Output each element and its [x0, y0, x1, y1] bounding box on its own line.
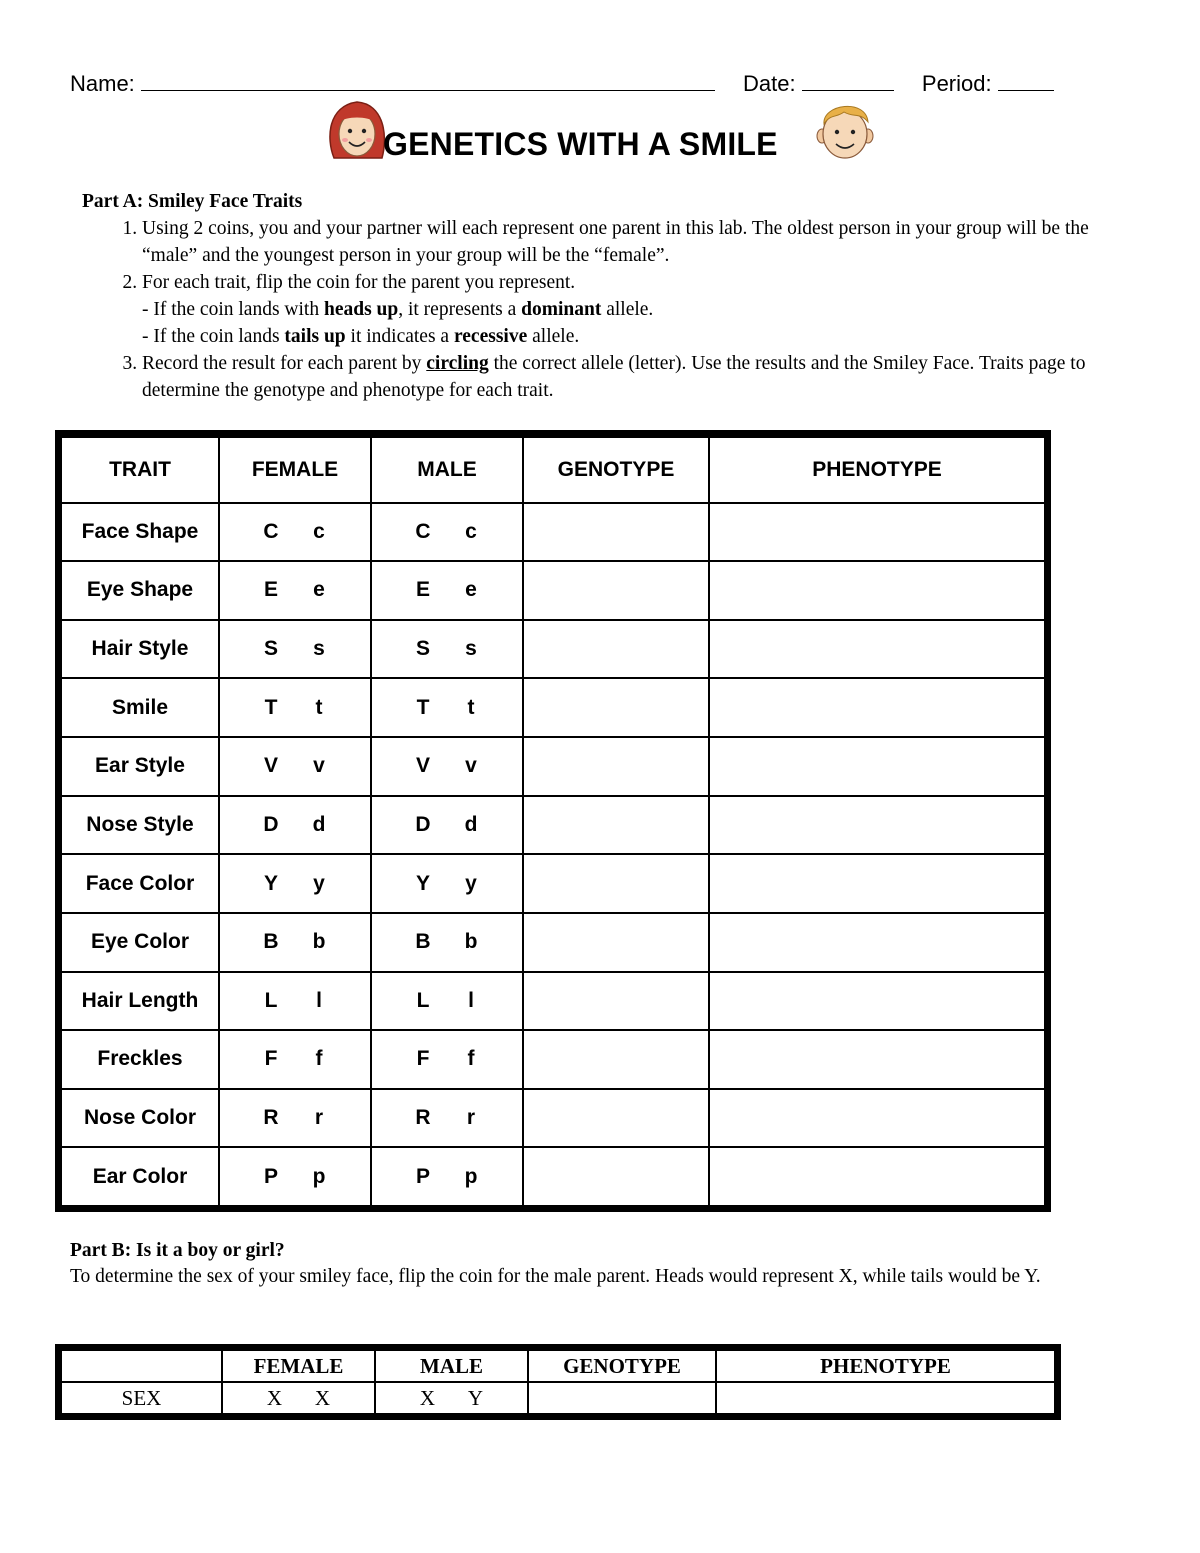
- table-row: [61, 1147, 1045, 1206]
- step-1: 1. Using 2 coins, you and your partner will each represent one parent in this lab. The oldest person in your group will be the “male” and the youngest person in your group will be the “female”.: [142, 215, 1142, 269]
- genotype-cell[interactable]: [523, 620, 709, 679]
- sex-table-frame: [55, 1344, 1061, 1420]
- sex-col-female: FEMALE: [222, 1350, 375, 1382]
- allele[interactable]: T: [416, 695, 430, 719]
- allele[interactable]: r: [466, 1106, 476, 1130]
- allele[interactable]: B: [263, 930, 279, 954]
- sex-row: [61, 1382, 1055, 1414]
- allele[interactable]: p: [464, 1164, 478, 1188]
- col-phenotype: PHENOTYPE: [709, 437, 1045, 503]
- allele[interactable]: v: [465, 754, 477, 778]
- boy-face-icon: [814, 96, 876, 162]
- genotype-cell[interactable]: [523, 737, 709, 796]
- part-a-section: [82, 188, 1142, 404]
- traits-table-frame: [55, 430, 1051, 1212]
- genotype-cell[interactable]: [523, 796, 709, 855]
- sex-col-blank: [61, 1350, 222, 1382]
- trait-name: Face Color: [61, 854, 219, 913]
- female-alleles: [219, 620, 371, 679]
- genotype-cell[interactable]: [523, 561, 709, 620]
- allele[interactable]: T: [264, 695, 278, 719]
- sex-female-alleles: [222, 1382, 375, 1414]
- genotype-cell[interactable]: [523, 913, 709, 972]
- trait-name: Ear Color: [61, 1147, 219, 1206]
- allele[interactable]: d: [312, 812, 326, 836]
- girl-face-icon: [326, 98, 388, 164]
- table-row: [61, 737, 1045, 796]
- part-b-text: To determine the sex of your smiley face, flip the coin for the male parent. Heads would represent X, while tails would be Y.: [70, 1266, 1041, 1287]
- allele[interactable]: V: [415, 754, 430, 778]
- allele[interactable]: d: [464, 812, 478, 836]
- allele[interactable]: e: [465, 578, 477, 602]
- col-male: MALE: [371, 437, 523, 503]
- step-2-heads: - If the coin lands with heads up, it represents a dominant allele.: [142, 299, 654, 320]
- step-3: 3. Record the result for each parent by circling the correct allele (letter). Use the results and the Smiley Face. Traits page to determine the genotype and phenotype for each trait.: [142, 350, 1142, 404]
- male-alleles: [371, 503, 523, 562]
- trait-name: Hair Length: [61, 972, 219, 1031]
- male-alleles: [371, 561, 523, 620]
- allele[interactable]: Y: [415, 871, 430, 895]
- male-alleles: [371, 1147, 523, 1206]
- female-alleles: [219, 678, 371, 737]
- trait-name: Nose Color: [61, 1089, 219, 1148]
- allele[interactable]: Y: [467, 1385, 484, 1410]
- table-row: [61, 1089, 1045, 1148]
- allele[interactable]: E: [415, 578, 430, 602]
- sex-phenotype-cell[interactable]: [716, 1382, 1055, 1414]
- table-row: [61, 972, 1045, 1031]
- trait-name: Ear Style: [61, 737, 219, 796]
- phenotype-cell[interactable]: [709, 503, 1045, 562]
- period-field[interactable]: [998, 70, 1054, 91]
- trait-name: Nose Style: [61, 796, 219, 855]
- allele[interactable]: L: [264, 988, 278, 1012]
- female-alleles: [219, 1030, 371, 1089]
- allele[interactable]: l: [316, 988, 322, 1012]
- header-line: [70, 70, 1070, 97]
- table-row: [61, 1030, 1045, 1089]
- allele[interactable]: r: [314, 1106, 324, 1130]
- female-alleles: [219, 1147, 371, 1206]
- allele[interactable]: f: [467, 1047, 475, 1071]
- allele[interactable]: E: [263, 578, 278, 602]
- female-alleles: [219, 796, 371, 855]
- allele[interactable]: P: [415, 1164, 430, 1188]
- page-title: GENETICS WITH A SMILE: [383, 126, 778, 162]
- allele[interactable]: X: [266, 1385, 283, 1410]
- allele[interactable]: t: [467, 695, 475, 719]
- female-alleles: [219, 913, 371, 972]
- genotype-cell[interactable]: [523, 854, 709, 913]
- phenotype-cell[interactable]: [709, 1089, 1045, 1148]
- sex-col-phenotype: PHENOTYPE: [716, 1350, 1055, 1382]
- part-a-heading: Part A: Smiley Face Traits: [82, 191, 303, 212]
- genotype-cell[interactable]: [523, 1030, 709, 1089]
- traits-body: [61, 503, 1045, 1207]
- allele[interactable]: X: [314, 1385, 331, 1410]
- allele[interactable]: F: [416, 1047, 430, 1071]
- allele[interactable]: C: [415, 519, 431, 543]
- allele[interactable]: Y: [263, 871, 278, 895]
- step-2: [142, 269, 1142, 350]
- name-label: Name:: [70, 71, 135, 96]
- phenotype-cell[interactable]: [709, 1030, 1045, 1089]
- female-alleles: [219, 561, 371, 620]
- allele[interactable]: B: [415, 930, 431, 954]
- allele[interactable]: D: [415, 812, 431, 836]
- allele[interactable]: X: [419, 1385, 436, 1410]
- phenotype-cell[interactable]: [709, 854, 1045, 913]
- male-alleles: [371, 972, 523, 1031]
- phenotype-cell[interactable]: [709, 1147, 1045, 1206]
- allele[interactable]: t: [315, 695, 323, 719]
- male-alleles: [371, 678, 523, 737]
- sex-genotype-cell[interactable]: [528, 1382, 716, 1414]
- female-alleles: [219, 503, 371, 562]
- allele[interactable]: V: [263, 754, 278, 778]
- name-field[interactable]: [141, 70, 715, 91]
- genotype-cell[interactable]: [523, 503, 709, 562]
- step-2-intro: For each trait, flip the coin for the parent you represent.: [142, 272, 576, 293]
- phenotype-cell[interactable]: [709, 737, 1045, 796]
- phenotype-cell[interactable]: [709, 796, 1045, 855]
- allele[interactable]: p: [312, 1164, 326, 1188]
- sex-table: [60, 1349, 1056, 1415]
- trait-name: Freckles: [61, 1030, 219, 1089]
- male-alleles: [371, 1030, 523, 1089]
- male-alleles: [371, 913, 523, 972]
- trait-name: Face Shape: [61, 503, 219, 562]
- date-label: Date:: [743, 71, 796, 96]
- allele[interactable]: P: [263, 1164, 278, 1188]
- traits-table: [60, 435, 1046, 1207]
- phenotype-cell[interactable]: [709, 972, 1045, 1031]
- sex-male-alleles: [375, 1382, 528, 1414]
- allele[interactable]: F: [264, 1047, 278, 1071]
- sex-col-male: MALE: [375, 1350, 528, 1382]
- title-block: [326, 96, 886, 166]
- genotype-cell[interactable]: [523, 1089, 709, 1148]
- allele[interactable]: y: [313, 871, 325, 895]
- female-alleles: [219, 737, 371, 796]
- allele[interactable]: S: [263, 637, 278, 661]
- part-b-section: [70, 1238, 1140, 1290]
- date-field[interactable]: [802, 70, 894, 91]
- allele[interactable]: b: [464, 930, 478, 954]
- allele[interactable]: s: [465, 637, 477, 661]
- allele[interactable]: c: [465, 519, 477, 543]
- genotype-cell[interactable]: [523, 1147, 709, 1206]
- table-row: [61, 796, 1045, 855]
- male-alleles: [371, 737, 523, 796]
- allele[interactable]: L: [416, 988, 430, 1012]
- allele[interactable]: b: [312, 930, 326, 954]
- col-trait: TRAIT: [61, 437, 219, 503]
- allele[interactable]: S: [415, 637, 430, 661]
- part-a-steps: [82, 215, 1142, 404]
- col-female: FEMALE: [219, 437, 371, 503]
- sex-header-row: [61, 1350, 1055, 1382]
- allele[interactable]: R: [415, 1106, 431, 1130]
- table-row: [61, 503, 1045, 562]
- table-row: [61, 913, 1045, 972]
- period-label: Period:: [921, 71, 992, 96]
- allele[interactable]: e: [313, 578, 325, 602]
- allele[interactable]: f: [315, 1047, 323, 1071]
- female-alleles: [219, 1089, 371, 1148]
- allele[interactable]: l: [468, 988, 474, 1012]
- table-row: [61, 678, 1045, 737]
- phenotype-cell[interactable]: [709, 561, 1045, 620]
- trait-name: Smile: [61, 678, 219, 737]
- female-alleles: [219, 854, 371, 913]
- male-alleles: [371, 1089, 523, 1148]
- allele[interactable]: c: [313, 519, 325, 543]
- phenotype-cell[interactable]: [709, 620, 1045, 679]
- male-alleles: [371, 796, 523, 855]
- female-alleles: [219, 972, 371, 1031]
- allele[interactable]: y: [465, 871, 477, 895]
- step-2-tails: - If the coin lands tails up it indicates a recessive allele.: [142, 326, 580, 347]
- traits-header-row: [61, 437, 1045, 503]
- trait-name: Eye Shape: [61, 561, 219, 620]
- sex-row-label: SEX: [61, 1382, 222, 1414]
- male-alleles: [371, 620, 523, 679]
- allele[interactable]: C: [263, 519, 279, 543]
- table-row: [61, 854, 1045, 913]
- table-row: [61, 620, 1045, 679]
- genotype-cell[interactable]: [523, 972, 709, 1031]
- trait-name: Eye Color: [61, 913, 219, 972]
- allele[interactable]: R: [263, 1106, 279, 1130]
- trait-name: Hair Style: [61, 620, 219, 679]
- allele[interactable]: v: [313, 754, 325, 778]
- phenotype-cell[interactable]: [709, 913, 1045, 972]
- part-b-heading: Part B: Is it a boy or girl?: [70, 1240, 285, 1261]
- table-row: [61, 561, 1045, 620]
- male-alleles: [371, 854, 523, 913]
- allele[interactable]: D: [263, 812, 279, 836]
- sex-col-genotype: GENOTYPE: [528, 1350, 716, 1382]
- allele[interactable]: s: [313, 637, 325, 661]
- genotype-cell[interactable]: [523, 678, 709, 737]
- col-genotype: GENOTYPE: [523, 437, 709, 503]
- phenotype-cell[interactable]: [709, 678, 1045, 737]
